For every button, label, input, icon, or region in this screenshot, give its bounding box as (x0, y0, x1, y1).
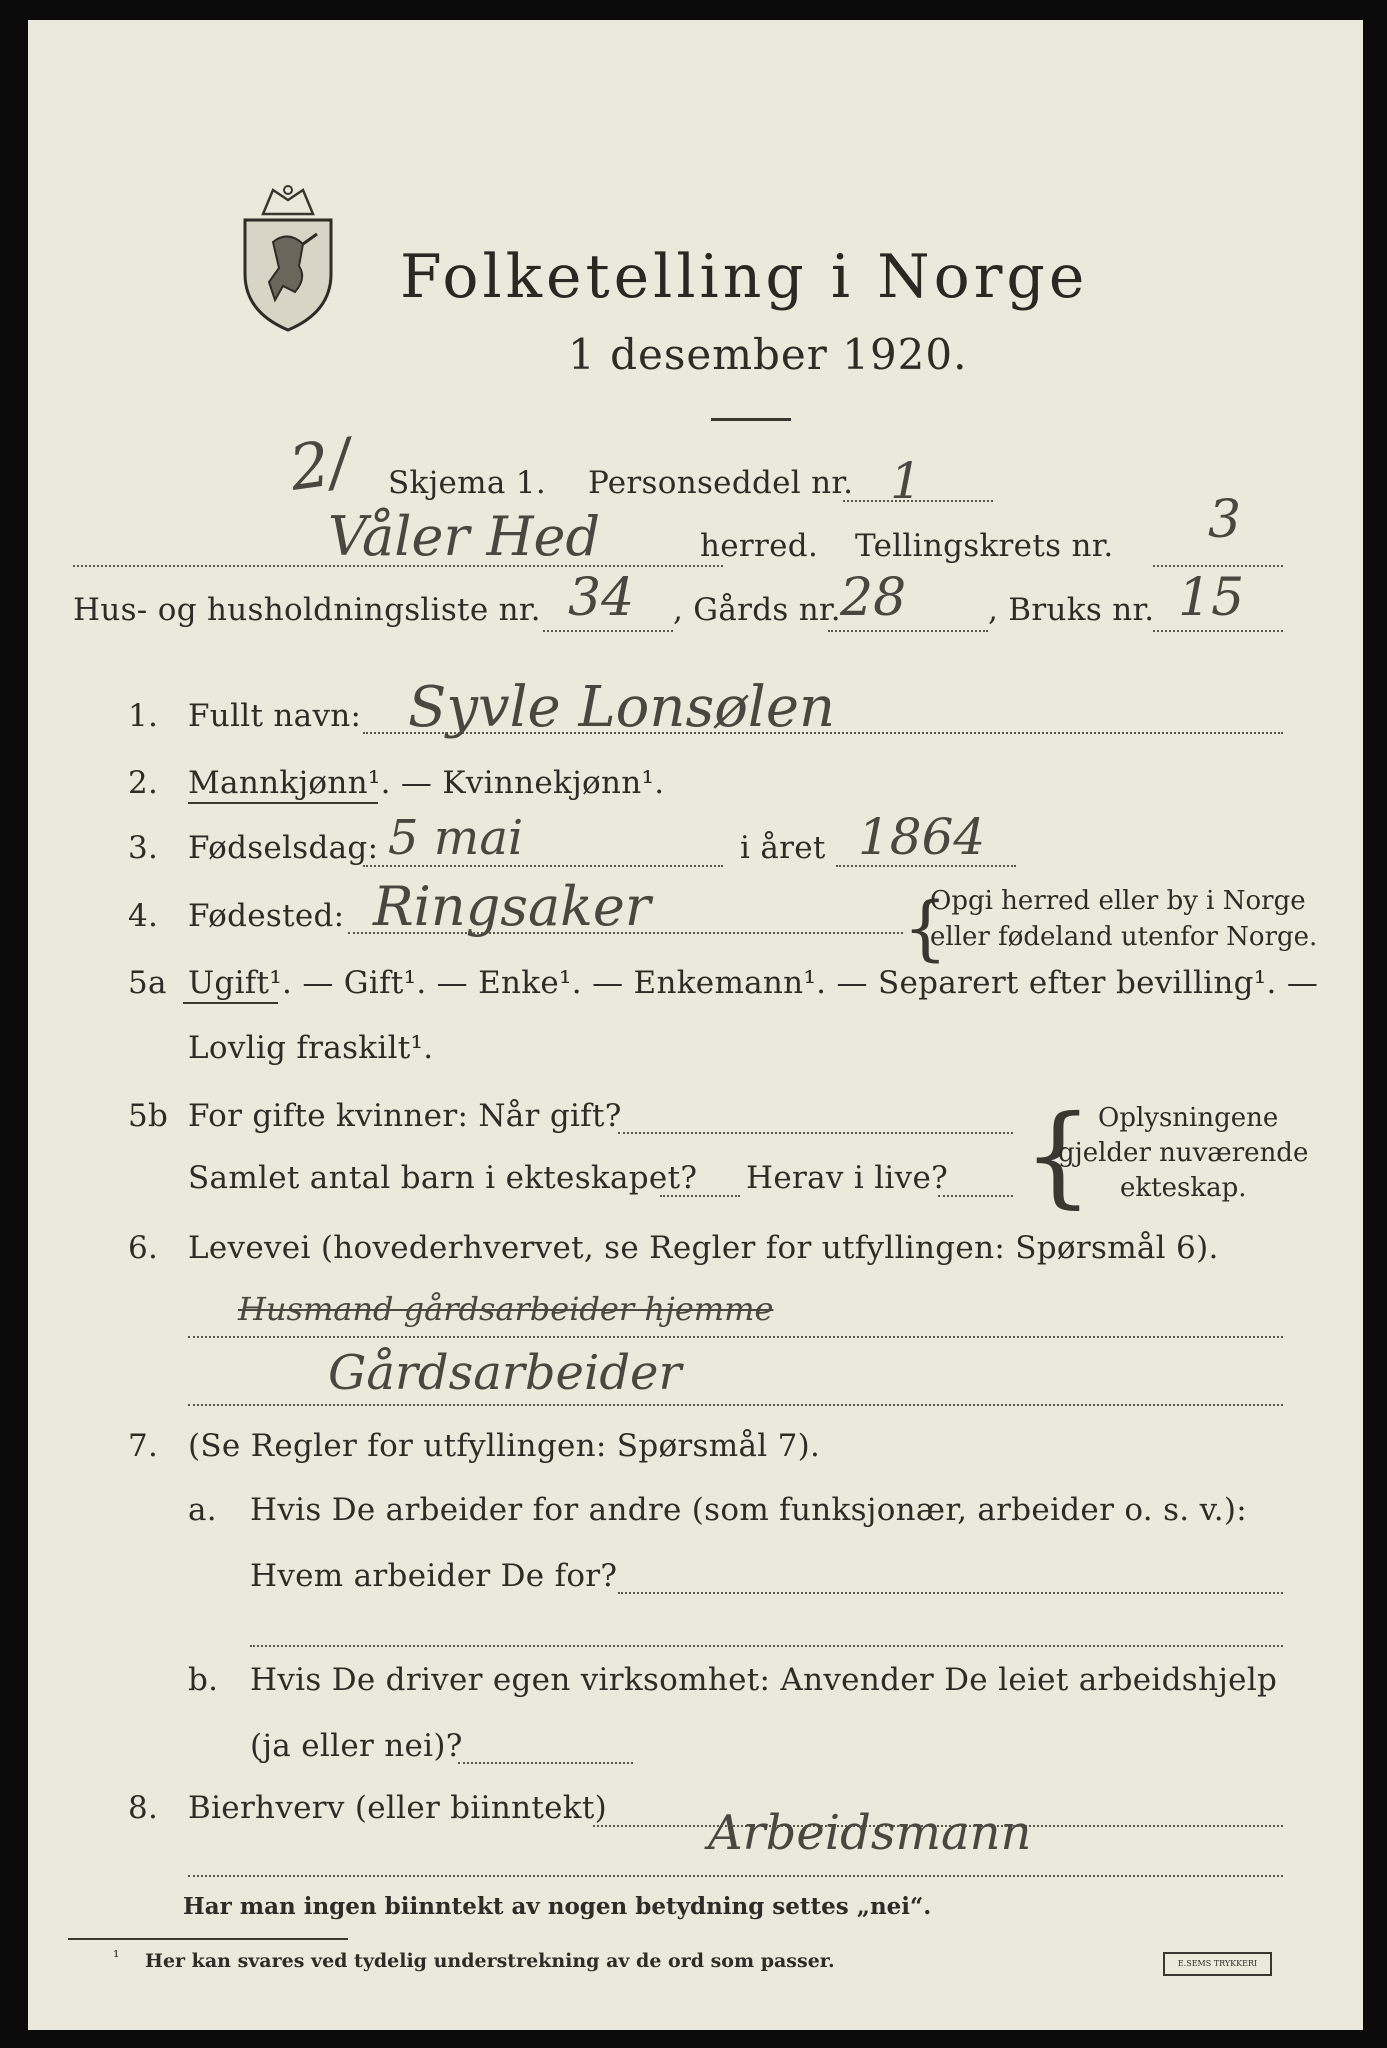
birthplace-note-line2: eller fødeland utenfor Norge. (930, 922, 1318, 952)
census-date: 1 desember 1920. (568, 330, 968, 379)
q8-number: 8. (128, 1790, 159, 1826)
q7-number: 7. (128, 1428, 159, 1464)
gards-field[interactable] (828, 630, 988, 632)
birthplace-value: Ringsaker (373, 875, 651, 938)
marriage-note-line1: Oplysningene (1098, 1103, 1279, 1133)
bruks-field[interactable] (1153, 630, 1283, 632)
tellingskrets-label: Tellingskrets nr. (855, 528, 1114, 564)
printer-stamp: E.SEMS TRYKKERI (1163, 1952, 1272, 1976)
q5b-number: 5b (128, 1098, 169, 1134)
occupation-struck-value: Husmand gårdsarbeider hjemme (238, 1290, 774, 1328)
children-alive-label: Herav i live? (746, 1160, 949, 1196)
footnote-mark: ¹ (113, 1947, 120, 1966)
gards-value: 28 (840, 568, 907, 628)
married-when-field[interactable] (618, 1132, 1013, 1134)
q2-number: 2. (128, 765, 159, 801)
form-title: Folketelling i Norge (400, 242, 1089, 312)
hus-field[interactable] (543, 630, 673, 632)
q4-label: Fødested: (188, 898, 345, 934)
marriage-note-brace: { (1023, 1091, 1093, 1219)
marriage-note-line3: ekteskap. (1120, 1173, 1247, 1203)
birthplace-note-line1: Opgi herred eller by i Norge (930, 886, 1306, 916)
footnote-divider (68, 1938, 348, 1940)
hired-help-field[interactable] (458, 1762, 633, 1764)
children-total-label: Samlet antal barn i ekteskapet? (188, 1160, 698, 1196)
title-divider (711, 418, 791, 421)
marital-status-line2: Lovlig fraskilt¹. (188, 1030, 434, 1066)
q4-number: 4. (128, 898, 159, 934)
employer-field[interactable] (618, 1592, 1283, 1594)
hus-value: 34 (568, 568, 635, 628)
gards-label: , Gårds nr. (673, 592, 841, 628)
occupation-field-line1[interactable] (188, 1336, 1283, 1338)
herred-initial-mark: 2/ (285, 424, 356, 505)
married-when-label: For gifte kvinner: Når gift? (188, 1098, 622, 1134)
no-income-note: Har man ingen biinntekt av nogen betydning settes „nei“. (183, 1893, 932, 1920)
q3-number: 3. (128, 830, 159, 866)
q1-label: Fullt navn: (188, 698, 362, 734)
hired-help-label: (ja eller nei)? (250, 1728, 463, 1764)
gender-underline-mark (188, 802, 378, 804)
bruks-label: , Bruks nr. (988, 592, 1155, 628)
marital-status-options: Ugift¹. — Gift¹. — Enke¹. — Enkemann¹. — Separert efter bevilling¹. — (188, 965, 1319, 1001)
children-alive-field[interactable] (938, 1195, 1013, 1197)
q6-number: 6. (128, 1230, 159, 1266)
full-name-value: Syvle Lonsølen (408, 675, 836, 740)
q7b-letter: b. (188, 1662, 219, 1698)
side-income-field-line2[interactable] (188, 1875, 1283, 1877)
marital-underline-mark (183, 1002, 278, 1004)
q7a-line1: Hvis De arbeider for andre (som funksjonær, arbeider o. s. v.): (250, 1492, 1248, 1528)
q7a-letter: a. (188, 1492, 217, 1528)
marriage-note-line2: gjelder nuværende (1058, 1138, 1309, 1168)
q7b-line1: Hvis De driver egen virksomhet: Anvender De leiet arbeidshjelp (250, 1662, 1278, 1698)
footnote-text: Her kan svares ved tydelig understrekning av de ord som passer. (145, 1950, 835, 1972)
year-label: i året (740, 830, 826, 866)
q5a-number: 5a (128, 965, 167, 1001)
birthday-value: 5 mai (388, 810, 524, 866)
skjema-label: Skjema 1. (388, 465, 546, 501)
tellingskrets-value: 3 (1208, 490, 1242, 550)
children-total-field[interactable] (660, 1195, 740, 1197)
gender-options: Mannkjønn¹. — Kvinnekjønn¹. (188, 765, 665, 801)
norway-coat-of-arms-icon (233, 182, 343, 332)
q7-label: (Se Regler for utfyllingen: Spørsmål 7). (188, 1428, 821, 1464)
herred-value: Våler Hed (328, 505, 601, 568)
personseddel-value: 1 (890, 452, 922, 510)
employer-label: Hvem arbeider De for? (250, 1558, 618, 1594)
employer-field-line2[interactable] (250, 1645, 1283, 1647)
census-form-page (28, 20, 1363, 2030)
bruks-value: 15 (1178, 568, 1245, 628)
birthplace-note-brace: { (903, 887, 948, 969)
occupation-field-line2[interactable] (188, 1404, 1283, 1406)
personseddel-label: Personseddel nr. (588, 465, 854, 501)
tellingskrets-field[interactable] (1153, 565, 1283, 567)
side-income-value: Arbeidsmann (708, 1805, 1032, 1861)
occupation-label: Levevei (hovederhvervet, se Regler for utfyllingen: Spørsmål 6). (188, 1230, 1219, 1266)
q1-number: 1. (128, 698, 159, 734)
q3-label: Fødselsdag: (188, 830, 379, 866)
hus-label: Hus- og husholdningsliste nr. (73, 592, 541, 628)
occupation-value: Gårdsarbeider (328, 1345, 682, 1401)
side-income-label: Bierhverv (eller biinntekt) (188, 1790, 608, 1826)
year-value: 1864 (858, 808, 986, 866)
herred-label: herred. (700, 528, 819, 564)
